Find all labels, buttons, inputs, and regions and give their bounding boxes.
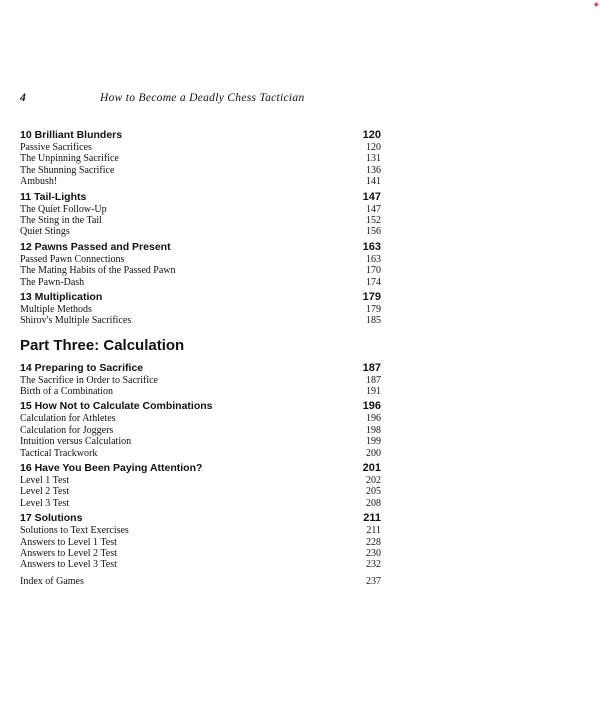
section-entry-title: Calculation for Athletes	[20, 413, 116, 425]
chapter-heading[interactable]	[20, 462, 381, 475]
section-entry-title: The Quiet Follow-Up	[20, 203, 107, 215]
section-entry[interactable]	[20, 315, 381, 326]
section-entry-page: 136	[366, 164, 381, 176]
chapter-heading-page: 196	[362, 400, 381, 413]
section-entry-page: 141	[366, 176, 381, 188]
chapter-heading[interactable]	[20, 241, 381, 254]
section-entry-title: Level 1 Test	[20, 475, 70, 487]
chapter-heading-page: 187	[362, 361, 381, 374]
section-entry-title: Answers to Level 3 Test	[20, 559, 117, 571]
section-entry-title: Tactical Trackwork	[20, 447, 98, 459]
section-entry-page: 198	[366, 424, 381, 436]
section-entry[interactable]	[20, 525, 381, 536]
running-title: How to Become a Deadly Chess Tactician	[100, 92, 305, 104]
section-entry-page: 179	[366, 303, 381, 315]
section-entry-title: Ambush!	[20, 176, 58, 188]
section-entry-page: 131	[366, 153, 381, 165]
chapter-heading[interactable]	[20, 512, 381, 525]
section-entry[interactable]	[20, 304, 381, 315]
chapter-heading-title: 11 Tail-Lights	[20, 190, 87, 203]
section-entry-page: 200	[366, 447, 381, 459]
section-entry-title: Intuition versus Calculation	[20, 436, 132, 448]
section-entry-title: Answers to Level 2 Test	[20, 547, 117, 559]
section-entry[interactable]	[20, 425, 381, 436]
chapter-heading-title: 17 Solutions	[20, 512, 83, 525]
part-heading: Part Three: Calculation	[20, 336, 185, 354]
chapter-heading[interactable]	[20, 291, 381, 304]
corner-mark: ◆	[594, 2, 599, 8]
section-entry-page: 232	[366, 559, 381, 571]
section-entry-title: Level 3 Test	[20, 497, 70, 509]
chapter-heading-page: 147	[362, 190, 381, 203]
chapter-heading-title: 14 Preparing to Sacrifice	[20, 361, 144, 374]
section-entry-page: 211	[366, 525, 381, 537]
section-entry-page: 163	[366, 253, 381, 265]
section-entry-page: 199	[366, 436, 381, 448]
chapter-heading[interactable]	[20, 129, 381, 142]
section-entry[interactable]	[20, 176, 381, 187]
section-entry-page: 170	[366, 265, 381, 277]
section-entry-page: 152	[366, 214, 381, 226]
section-entry-title: The Shunning Sacrifice	[20, 164, 115, 176]
section-entry[interactable]	[20, 375, 381, 386]
section-entry-title: Passed Pawn Connections	[20, 253, 125, 265]
chapter-block	[20, 362, 381, 398]
section-entry-page: 205	[366, 486, 381, 498]
section-entry[interactable]	[20, 559, 381, 570]
section-entry-page: 228	[366, 536, 381, 548]
chapter-heading[interactable]	[20, 400, 381, 413]
section-entry[interactable]	[20, 498, 381, 509]
chapter-heading-title: 16 Have You Been Paying Attention?	[20, 462, 203, 475]
section-entry-title: The Sacrifice in Order to Sacrifice	[20, 374, 158, 386]
chapter-block	[20, 512, 381, 571]
chapter-heading-title: 12 Pawns Passed and Present	[20, 240, 171, 253]
section-entry[interactable]	[20, 165, 381, 176]
chapter-block	[20, 129, 381, 188]
chapter-block	[20, 291, 381, 327]
chapter-heading-page: 179	[362, 290, 381, 303]
section-entry-page: 208	[366, 497, 381, 509]
section-entry-page: 185	[366, 315, 381, 327]
section-entry-page: 120	[366, 142, 381, 153]
section-entry[interactable]	[20, 204, 381, 215]
page-number: 4	[20, 92, 26, 104]
section-entry-page: 196	[366, 413, 381, 425]
section-entry[interactable]	[20, 436, 381, 447]
chapter-heading-title: 15 How Not to Calculate Combinations	[20, 400, 213, 413]
section-entry[interactable]	[20, 226, 381, 237]
index-entry-page: 237	[366, 575, 381, 587]
section-entry-page: 202	[366, 475, 381, 487]
section-entry-title: Multiple Methods	[20, 303, 92, 315]
section-entry[interactable]	[20, 254, 381, 265]
section-entry-title: Solutions to Text Exercises	[20, 525, 129, 537]
section-entry-title: The Pawn-Dash	[20, 276, 85, 288]
chapter-heading-page: 211	[363, 512, 381, 525]
section-entry-title: Level 2 Test	[20, 486, 70, 498]
section-entry[interactable]	[20, 537, 381, 548]
section-entry[interactable]	[20, 448, 381, 459]
section-entry-page: 147	[366, 203, 381, 215]
index-entry-title: Index of Games	[20, 575, 84, 587]
section-entry[interactable]	[20, 548, 381, 559]
section-entry-page: 156	[366, 226, 381, 238]
section-entry-title: Calculation for Joggers	[20, 424, 114, 436]
chapter-heading[interactable]	[20, 362, 381, 375]
section-entry[interactable]	[20, 475, 381, 486]
section-entry-title: Answers to Level 1 Test	[20, 536, 117, 548]
section-entry[interactable]	[20, 142, 381, 153]
section-entry-title: Quiet Stings	[20, 226, 70, 238]
section-entry-page: 187	[366, 374, 381, 386]
section-entry[interactable]	[20, 153, 381, 164]
chapter-heading-page: 201	[362, 462, 381, 475]
section-entry[interactable]	[20, 413, 381, 424]
section-entry[interactable]	[20, 486, 381, 497]
section-entry[interactable]	[20, 215, 381, 226]
chapter-block	[20, 191, 381, 238]
chapter-heading-title: 10 Brilliant Blunders	[20, 129, 123, 141]
section-entry-title: Passive Sacrifices	[20, 142, 92, 153]
chapter-heading-page: 120	[362, 129, 381, 141]
toc-top-chapters	[20, 129, 381, 327]
chapter-block	[20, 241, 381, 288]
chapter-heading-page: 163	[362, 240, 381, 253]
toc-bottom-chapters	[20, 362, 381, 571]
table-of-contents	[20, 129, 381, 587]
chapter-block	[20, 462, 381, 509]
section-entry[interactable]	[20, 386, 381, 397]
chapter-heading-title: 13 Multiplication	[20, 290, 103, 303]
section-entry-page: 174	[366, 276, 381, 288]
running-head	[20, 92, 580, 108]
section-entry-title: The Unpinning Sacrifice	[20, 153, 119, 165]
section-entry-page: 191	[366, 386, 381, 398]
section-entry[interactable]	[20, 265, 381, 276]
section-entry-title: Birth of a Combination	[20, 386, 114, 398]
section-entry-title: Shirov's Multiple Sacrifices	[20, 315, 132, 327]
index-entry[interactable]	[20, 576, 381, 587]
chapter-heading[interactable]	[20, 191, 381, 204]
section-entry-page: 230	[366, 547, 381, 559]
chapter-block	[20, 400, 381, 459]
section-entry[interactable]	[20, 277, 381, 288]
section-entry-title: The Sting in the Tail	[20, 214, 102, 226]
section-entry-title: The Mating Habits of the Passed Pawn	[20, 265, 176, 277]
